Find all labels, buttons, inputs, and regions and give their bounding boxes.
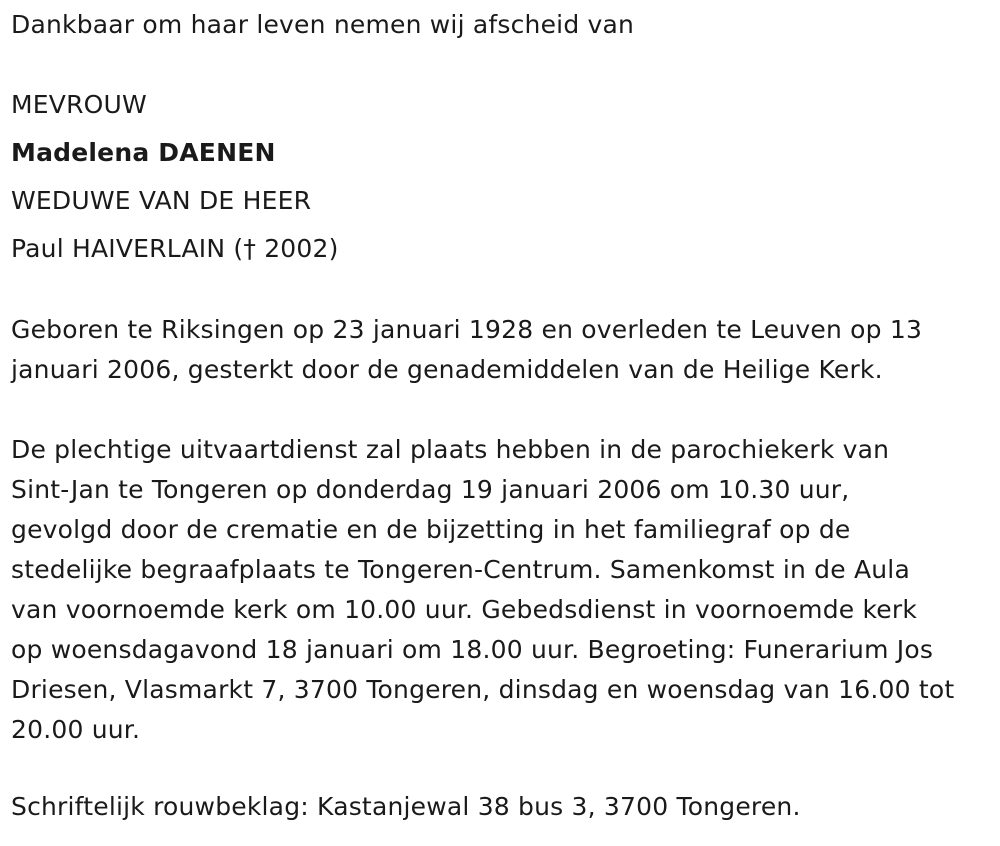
paragraph-line: op woensdagavond 18 januari om 18.00 uur. Begroeting: Funerarium Jos bbox=[11, 635, 934, 664]
paragraph-line: januari 2006, gesterkt door de genademiddelen van de Heilige Kerk. bbox=[11, 355, 883, 384]
paragraph-line: 20.00 uur. bbox=[11, 715, 141, 744]
husband-death-year: 2002) bbox=[256, 234, 339, 263]
widow-line: WEDUWE VAN DE HEER bbox=[11, 186, 312, 215]
paragraph-line: gevolgd door de crematie en de bijzetting in het familiegraf op de bbox=[11, 515, 851, 544]
condolence-address: Schriftelijk rouwbeklag: Kastanjewal 38 bus 3, 3700 Tongeren. bbox=[11, 792, 801, 821]
paragraph-line: Sint-Jan te Tongeren op donderdag 19 januari 2006 om 10.30 uur, bbox=[11, 475, 850, 504]
paragraph-line: stedelijke begraafplaats te Tongeren-Centrum. Samenkomst in de Aula bbox=[11, 555, 910, 584]
paragraph-line: van voornoemde kerk om 10.00 uur. Gebedsdienst in voornoemde kerk bbox=[11, 595, 918, 624]
title-prefix: MEVROUW bbox=[11, 90, 147, 119]
intro-text: Dankbaar om haar leven nemen wij afscheid van bbox=[11, 10, 635, 39]
husband-line bbox=[11, 234, 339, 264]
cross-icon: † bbox=[243, 234, 257, 263]
husband-name: Paul HAIVERLAIN ( bbox=[11, 234, 244, 263]
birth-death-paragraph bbox=[11, 310, 996, 390]
deceased-name: Madelena DAENEN bbox=[11, 138, 276, 167]
paragraph-line: Driesen, Vlasmarkt 7, 3700 Tongeren, dinsdag en woensdag van 16.00 tot bbox=[11, 675, 955, 704]
paragraph-line: Geboren te Riksingen op 23 januari 1928 en overleden te Leuven op 13 bbox=[11, 315, 923, 344]
funeral-service-paragraph bbox=[11, 430, 996, 750]
paragraph-line: De plechtige uitvaartdienst zal plaats hebben in de parochiekerk van bbox=[11, 435, 890, 464]
